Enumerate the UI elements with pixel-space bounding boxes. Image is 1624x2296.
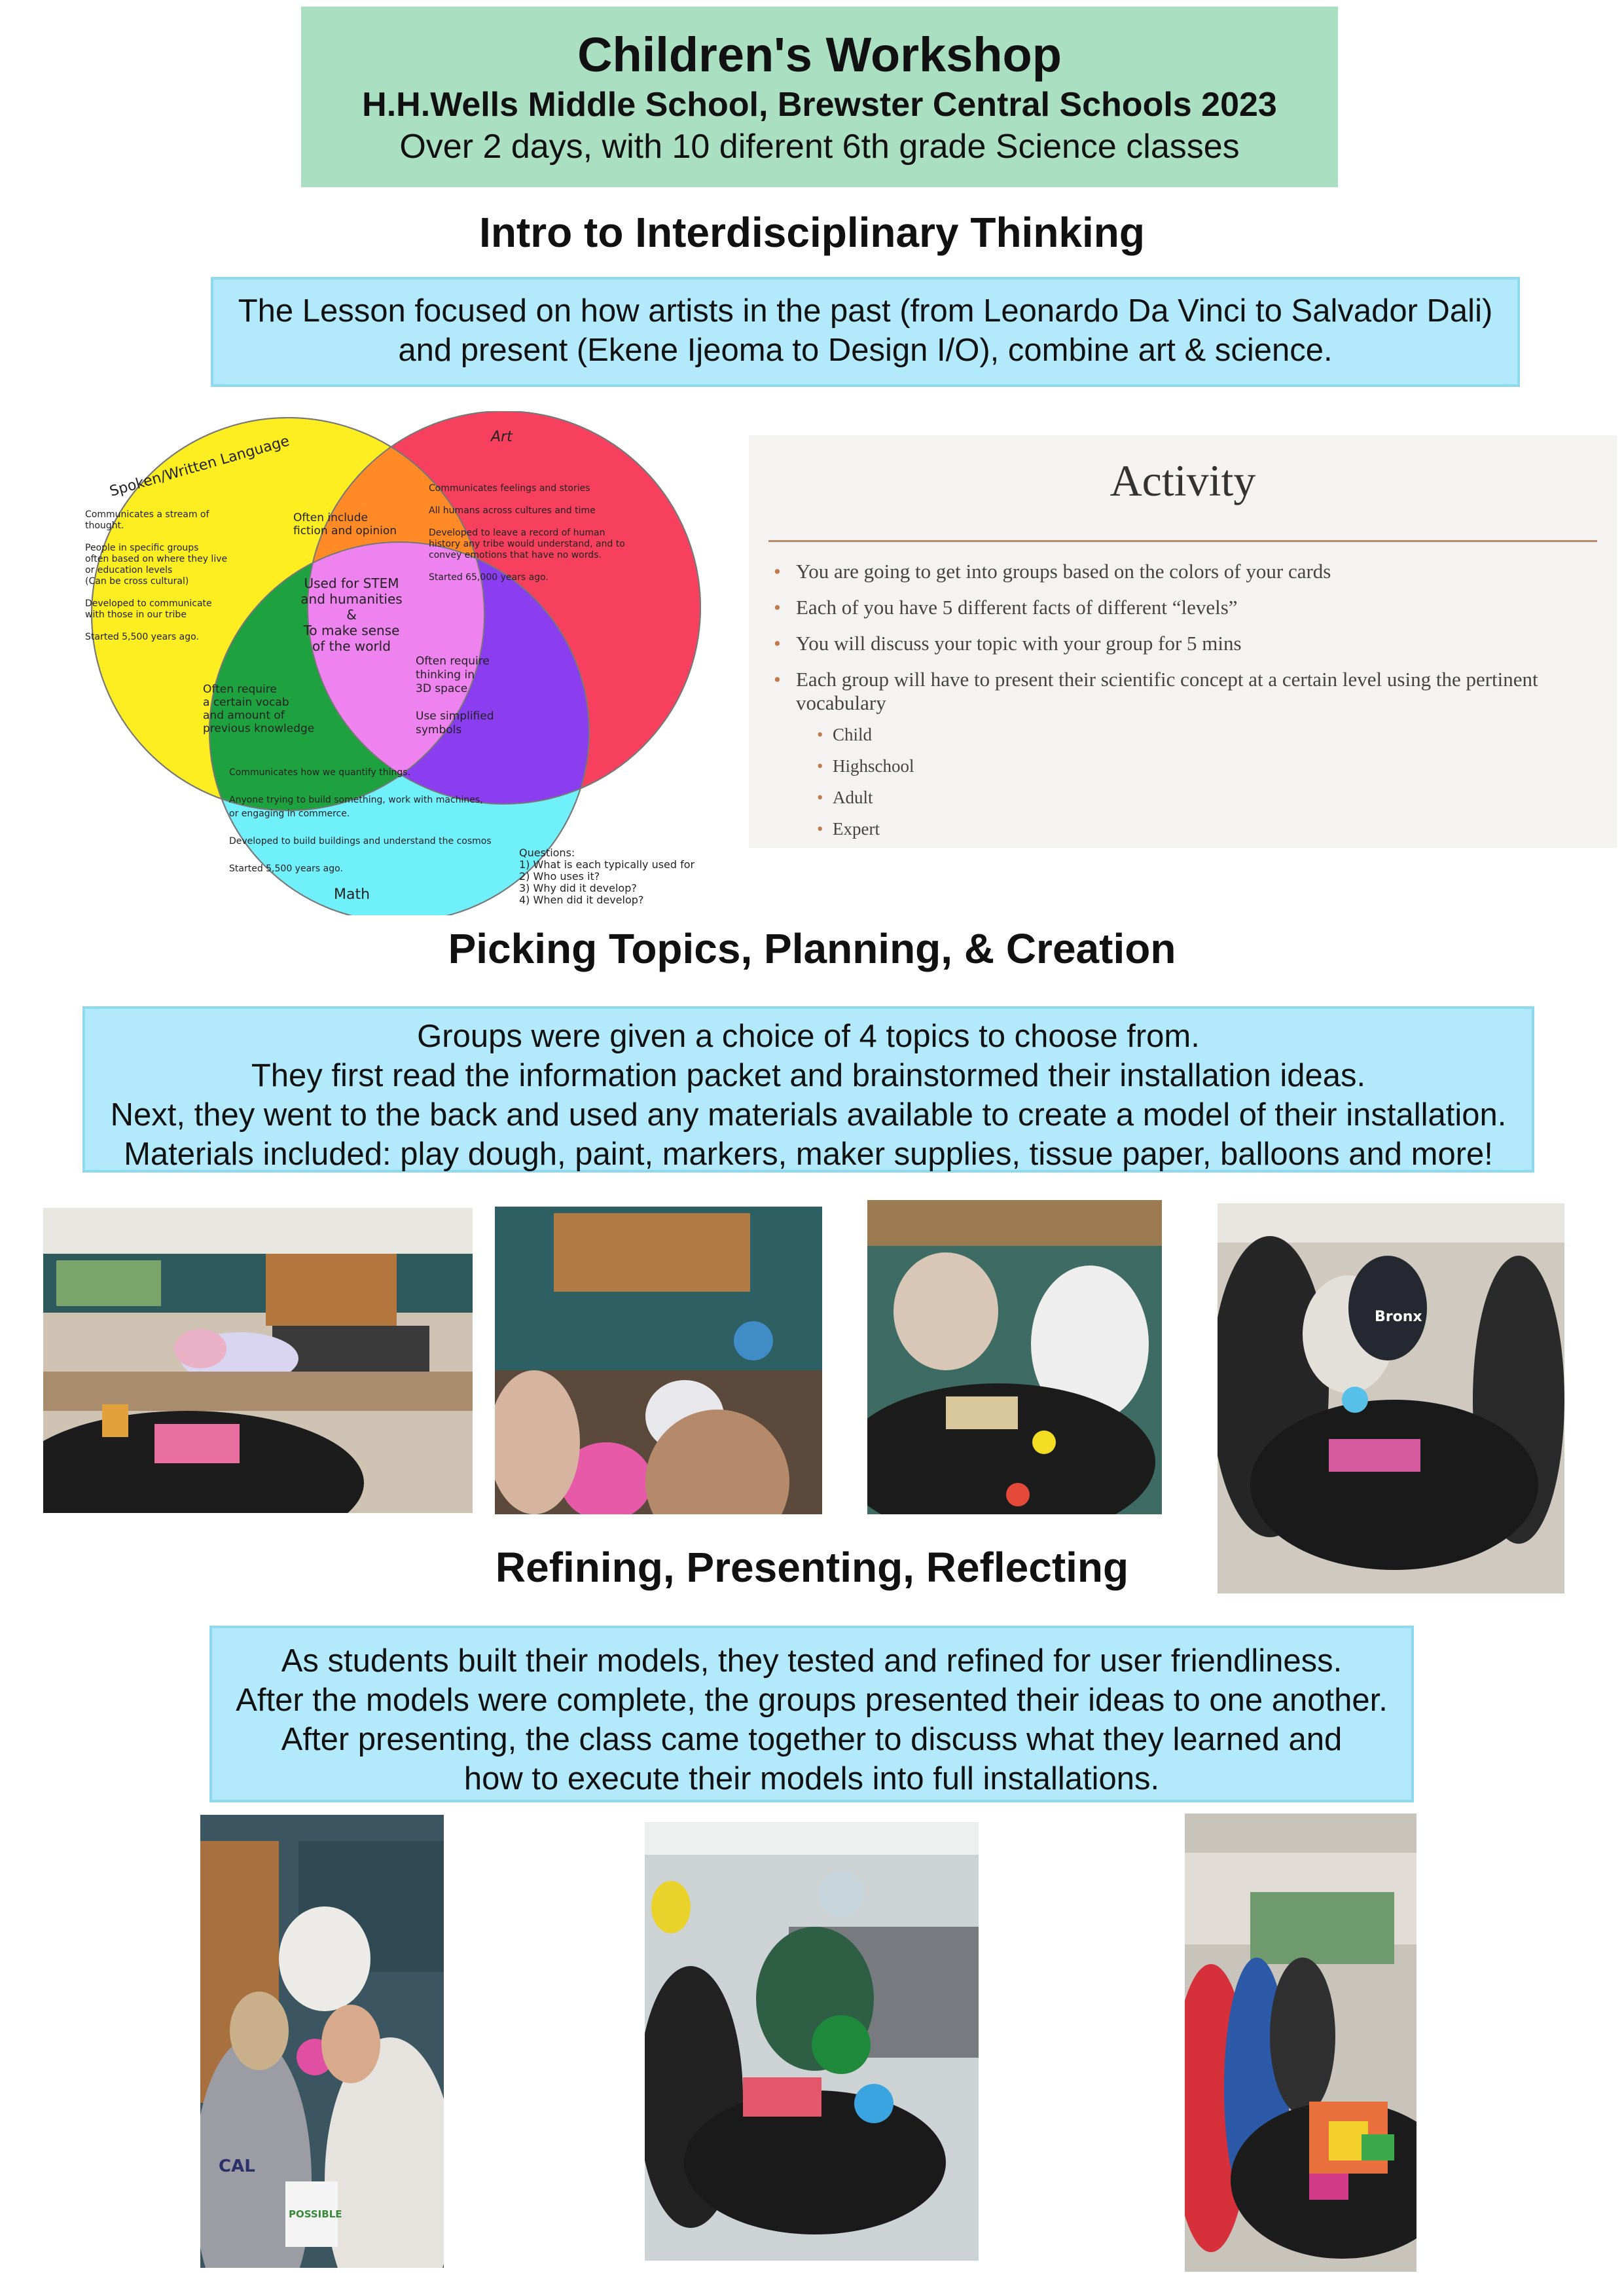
lang-math-line: a certain vocab — [203, 696, 289, 709]
activity-title: Activity — [1110, 456, 1256, 505]
lang-art-line: fiction and opinion — [293, 524, 397, 538]
questions-line: 4) When did it develop? — [519, 894, 644, 906]
center-line: To make sense — [303, 623, 400, 638]
art-text-line: Communicates feelings and stories — [429, 483, 590, 494]
level-item: • Expert — [796, 818, 1591, 839]
center-line: & — [346, 607, 357, 623]
balloon-photo — [495, 1207, 822, 1514]
art-text-line: Started 65,000 years ago. — [429, 572, 549, 583]
language-label: Spoken/Written Language — [107, 433, 292, 500]
language-text-line: or education levels — [85, 565, 173, 575]
art-math-line: symbols — [416, 723, 462, 737]
poster-text: POSSIBLE — [289, 2208, 342, 2220]
art-math-line: Often require — [416, 655, 490, 668]
level-list — [796, 724, 1591, 839]
planning-heading: Picking Topics, Planning, & Creation — [448, 925, 1176, 972]
refining-heading: Refining, Presenting, Reflecting — [495, 1544, 1129, 1591]
planning-line-4: Materials included: play dough, paint, markers, maker supplies, tissue paper, balloons and more! — [124, 1137, 1493, 1172]
intro-line-2: and present (Ekene Ijeoma to Design I/O), combine art & science. — [398, 333, 1333, 368]
group-table-photo — [867, 1200, 1162, 1514]
green-balloon-photo — [645, 1822, 979, 2261]
school-name: H.H.Wells Middle School, Brewster Central Schools 2023 — [362, 86, 1277, 124]
language-text-line: People in specific groups — [85, 543, 199, 553]
planning-line-1: Groups were given a choice of 4 topics to choose from. — [417, 1019, 1200, 1054]
art-text-line: convey emotions that have no words. — [429, 550, 602, 560]
students-building-photo — [1218, 1203, 1564, 1594]
language-text-line: with those in our tribe — [85, 610, 187, 620]
refining-line-3: After presenting, the class came together to discuss what they learned and — [281, 1722, 1343, 1757]
activity-bullet: • You are going to get into groups based on the colors of your cards — [770, 560, 1591, 583]
language-text-line: Communicates a stream of — [85, 509, 209, 520]
questions-text — [519, 847, 695, 906]
questions-line: 1) What is each typically used for — [519, 858, 695, 871]
refining-box — [209, 1626, 1414, 1802]
art-label: Art — [491, 429, 513, 445]
level-item: • Highschool — [796, 756, 1591, 776]
level-item: • Adult — [796, 787, 1591, 808]
math-text-line: Developed to build buildings and understand the cosmos — [229, 836, 492, 847]
lang-math-line: previous knowledge — [203, 722, 315, 735]
lang-math-line: and amount of — [203, 709, 285, 722]
intro-box — [211, 277, 1520, 387]
math-text-line: Anyone trying to build something, work with machines, — [229, 795, 483, 805]
questions-line: 3) Why did it develop? — [519, 882, 637, 894]
venn-diagram — [72, 411, 740, 915]
refining-line-2: After the models were complete, the groups presented their ideas to one another. — [236, 1683, 1388, 1718]
language-text-line: Developed to communicate — [85, 598, 212, 609]
art-math-line: 3D space — [416, 682, 468, 695]
planning-line-3: Next, they went to the back and used any materials available to create a model of their installation. — [110, 1097, 1507, 1133]
refining-line-4: how to execute their models into full installations. — [463, 1761, 1160, 1796]
classroom-photo — [43, 1208, 473, 1513]
math-text-line: Communicates how we quantify things. — [229, 767, 410, 778]
refining-line-1: As students built their models, they tested and refined for user friendliness. — [281, 1643, 1343, 1679]
activity-bullets — [770, 560, 1591, 852]
questions-line: Questions: — [519, 847, 575, 859]
lang-art-line: Often include — [293, 511, 368, 524]
language-text-line: thought. — [85, 520, 124, 531]
activity-bullet: • Each of you have 5 different facts of different “levels” — [770, 596, 1591, 619]
level-item: • Child — [796, 724, 1591, 745]
page-title: Children's Workshop — [577, 27, 1062, 82]
art-text-line: history any tribe would understand, and to — [429, 539, 625, 549]
activity-slide — [749, 435, 1617, 848]
activity-divider — [768, 540, 1597, 542]
language-text-line: (Can be cross cultural) — [85, 576, 189, 587]
block-model-photo — [1185, 1813, 1416, 2272]
math-text-line: Started 5,500 years ago. — [229, 864, 343, 874]
questions-line: 2) Who uses it? — [519, 870, 600, 883]
art-math-line: thinking in — [416, 668, 475, 682]
planning-box — [82, 1006, 1534, 1173]
language-text-line: Started 5,500 years ago. — [85, 632, 199, 642]
art-math-line: Use simplified — [416, 710, 494, 723]
activity-bullet — [770, 668, 1591, 839]
title-banner — [301, 7, 1338, 187]
math-text-line: or engaging in commerce. — [229, 809, 350, 819]
art-text-line: Developed to leave a record of human — [429, 528, 605, 538]
shirt-text: CAL — [219, 2157, 255, 2176]
art-text-line: All humans across cultures and time — [429, 505, 596, 516]
intro-line-1: The Lesson focused on how artists in the past (from Leonardo Da Vinci to Salvador Dali) — [238, 293, 1493, 329]
center-line: of the world — [312, 638, 391, 654]
shirt-text: Bronx — [1375, 1309, 1422, 1325]
language-text-line: often based on where they live — [85, 554, 228, 564]
activity-bullet: • You will discuss your topic with your group for 5 mins — [770, 632, 1591, 655]
balloon-girls-photo — [200, 1815, 444, 2268]
workshop-detail: Over 2 days, with 10 diferent 6th grade Science classes — [399, 128, 1240, 166]
intro-heading: Intro to Interdisciplinary Thinking — [479, 209, 1145, 256]
math-label: Math — [334, 886, 370, 903]
activity-bullet-text: Each group will have to present their scientific concept at a certain level using the pertinent vocabulary — [796, 668, 1538, 714]
planning-line-2: They first read the information packet and brainstormed their installation ideas. — [251, 1058, 1366, 1093]
lang-math-line: Often require — [203, 683, 277, 696]
center-line: Used for STEM — [304, 575, 399, 591]
center-line: and humanities — [300, 591, 403, 607]
